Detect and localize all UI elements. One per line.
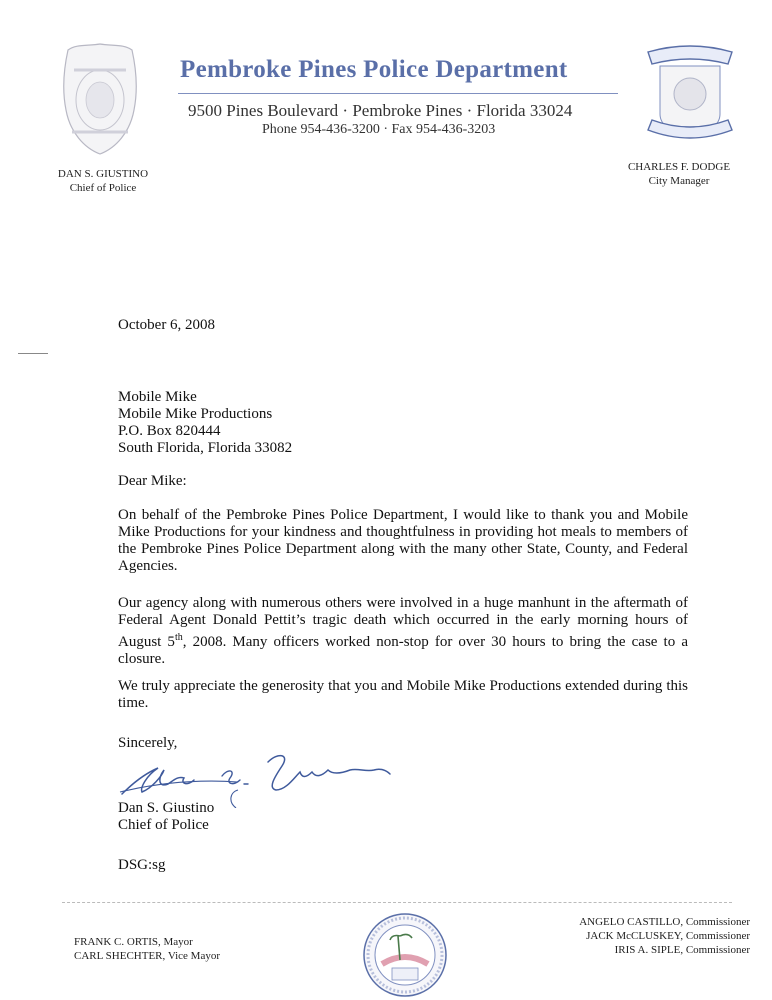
- recipient-line: Mobile Mike: [118, 389, 197, 405]
- police-badge-icon: [58, 40, 142, 158]
- department-title: Pembroke Pines Police Department: [180, 56, 568, 83]
- paragraph-thanks: On behalf of the Pembroke Pines Police Department, I would like to thank you and Mobile Mike Productions for your kindness and thoughtfulness in providing hot meals to members of the Pembroke Pines Police Department along with the many other State, County, and Federal Agencies.: [118, 507, 688, 574]
- chief-block: [48, 167, 158, 195]
- manager-name: CHARLES F. DODGE: [627, 161, 731, 173]
- mayor-block: [74, 935, 220, 963]
- paragraph-appreciation: We truly appreciate the generosity that you and Mobile Mike Productions extended during this time.: [118, 678, 688, 711]
- typist-initials: DSG:sg: [118, 857, 166, 873]
- paragraph-text: , 2008. Many officers worked non-stop for over 30 hours to bring the case to a closure.: [118, 634, 688, 667]
- commissioners-block: [545, 915, 750, 957]
- mayor-name: FRANK C. ORTIS, Mayor: [74, 936, 193, 948]
- manager-title: City Manager: [648, 175, 710, 187]
- manager-block: [614, 160, 744, 188]
- vice-mayor-name: CARL SHECHTER, Vice Mayor: [74, 950, 220, 962]
- closing: Sincerely,: [118, 735, 178, 751]
- chief-name: DAN S. GIUSTINO: [57, 168, 149, 180]
- department-phone: Phone 954-436-3200 · Fax 954-436-3203: [262, 122, 496, 137]
- department-address: 9500 Pines Boulevard · Pembroke Pines · Florida 33024: [188, 101, 573, 120]
- commissioner-name: IRIS A. SIPLE, Commissioner: [614, 944, 750, 956]
- signer-name: Dan S. Giustino: [118, 800, 215, 816]
- recipient-address: [118, 389, 292, 457]
- accreditation-seal-icon: [640, 38, 740, 150]
- signer-block: [118, 800, 214, 834]
- header-divider: [178, 93, 618, 94]
- recipient-line: Mobile Mike Productions: [118, 406, 273, 422]
- ordinal-suffix: th: [174, 632, 183, 643]
- paragraph-manhunt: [118, 595, 688, 668]
- recipient-line: South Florida, Florida 33082: [118, 440, 293, 456]
- recipient-line: P.O. Box 820444: [118, 423, 221, 439]
- salutation: Dear Mike:: [118, 473, 187, 489]
- footer-divider: [62, 902, 732, 903]
- city-seal-icon: [362, 912, 448, 998]
- margin-mark: [18, 353, 48, 354]
- signer-title: Chief of Police: [118, 817, 209, 833]
- letter-date: October 6, 2008: [118, 317, 216, 333]
- handwritten-signature: [118, 748, 398, 808]
- chief-title: Chief of Police: [69, 182, 137, 194]
- commissioner-name: ANGELO CASTILLO, Commissioner: [579, 916, 750, 928]
- paragraph-text: Our agency along with numerous others were involved in a huge manhunt in the aftermath of Federal Agent Donald Pettit’s tragic death which occurred in the early morning hours of August 5: [118, 595, 688, 650]
- commissioner-name: JACK McCLUSKEY, Commissioner: [586, 930, 750, 942]
